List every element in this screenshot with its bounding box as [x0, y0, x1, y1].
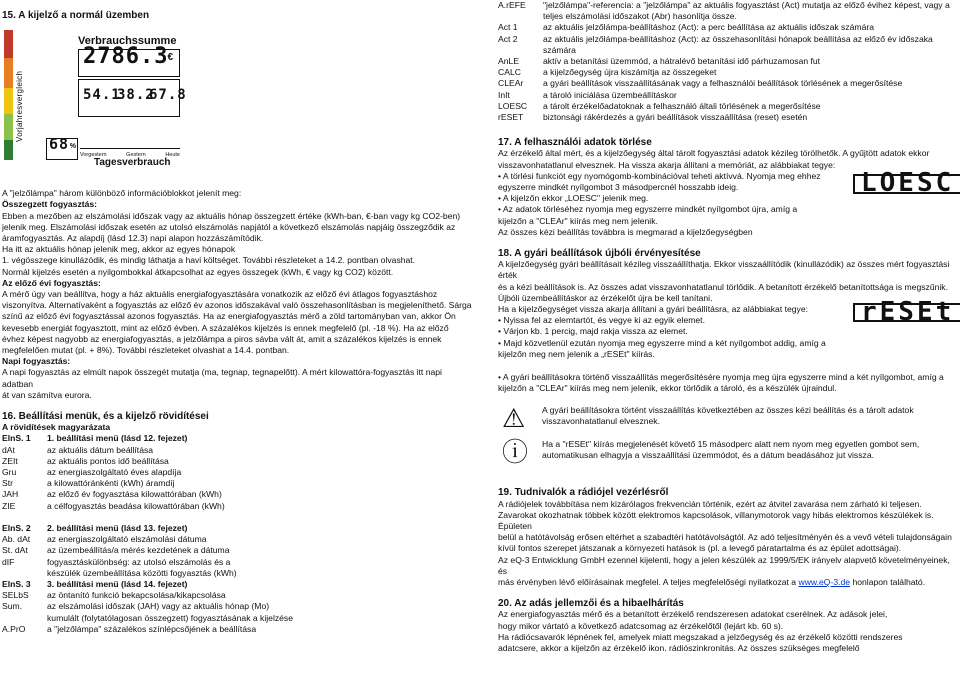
s17-line: • A kijelzőn ekkor „LOESC" jelenik meg.: [498, 193, 649, 204]
els2-value: 2. beállítási menü (lásd 13. fejezet): [47, 522, 188, 533]
abbr-key: SELbS: [2, 590, 29, 601]
abbr-value: a "jelzőlámpa" százalékos színlépcsőjének a beállítása: [47, 623, 257, 634]
abbr-row: [498, 34, 958, 56]
abbr-value: az aktuális jelzőlámpa-beállításhoz (Act): az összehasonlítási hónapok beállítása az előző év időszaka számára: [543, 33, 933, 55]
abbr-value: az előző év fogyasztása kilowattórában (kWh): [47, 489, 222, 500]
abbr-key: Ab. dAt: [2, 534, 31, 545]
abbr-value: a kilowattóránkénti (kWh) áramdíj: [47, 478, 175, 489]
s18-line: • Nyissa fel az elemtartót, és vegye ki az egyik elemet.: [498, 315, 705, 326]
day-label-1: Gestern: [126, 152, 146, 159]
s17-line: egyszerre mindkét nyílgombot 3 másodpercnél hosszabb ideig.: [498, 182, 739, 193]
right-column: [498, 0, 958, 654]
s20-line: hogy mikor vártató a következő adatcsomag az érzékelőtől (lejárt kb. 60 s).: [498, 620, 784, 631]
orange-bar: [4, 58, 13, 88]
cons-line: áramfogyasztás. Az alapdíj (lásd 12.3) napi alapon hozzászámítódik.: [2, 233, 264, 244]
abbr-key: AnLE: [498, 56, 520, 67]
s18-after: kijelzőn a "CLEAr" kiírás meg nem jelenik, ekkor törlődik a tároló, és a készülék újraindul.: [498, 383, 837, 394]
els3-row: [2, 579, 472, 590]
daily-box: [78, 79, 187, 117]
vorjahresvergleich-label: Vorjahresvergleich: [15, 70, 24, 142]
abbr-row: [498, 56, 958, 67]
green-bar: [4, 140, 13, 160]
eq3-link[interactable]: www.eQ-3.de: [798, 576, 851, 587]
abbr-key: A.rEFE: [498, 0, 526, 10]
abbr-value: kumulált (folytatólagosan összegzett) fogyasztásának a kijelzése: [47, 612, 294, 623]
day-label-2: Heute: [165, 152, 180, 159]
cons-line: Ha itt az aktuális hónap jelenik meg, akkor az egyes hónapok: [2, 244, 236, 255]
s19-line: Zavarokat okozhatnak többek között elektromos kapcsolások, villanymotorok vagy hibás elektromos készülékek is. Épületen: [498, 509, 934, 531]
percent-box: [46, 135, 78, 160]
abbr-key: ZEIt: [2, 455, 18, 466]
abbr-value: biztonsági rákérdezés a gyári beállítások visszaállítása (reset) esetén: [543, 112, 808, 123]
abbr-key: InIt: [498, 89, 510, 100]
s17-line: visszavonhatatlanul elvesznek. Ha vissza akarja állítani a memóriát, az alábbiakat tegye:: [498, 159, 836, 170]
abbr-value: az aktuális jelzőlámpa-beállításhoz (Act): a perc beállítása az aktuális időszak számára: [543, 22, 875, 33]
warning-1: [498, 402, 958, 433]
abbr-value: az aktuális dátum beállítása: [47, 444, 154, 455]
abbr-row: [498, 112, 958, 123]
abbr-row: [2, 467, 472, 478]
prev-line: A mérő úgy van beállítva, hogy a ház aktuális energiafogyasztására vonatkozik az előző évi átlagos fogyasztáshoz: [2, 289, 438, 300]
cons-line: Normál kijelzés esetén a nyilgombokkal átkapcsolhat az egyes összegek (kWh, € vagy kg CO2) között.: [2, 266, 394, 277]
percent-sign: %: [69, 143, 76, 151]
light-green-bar: [4, 114, 13, 140]
yellow-bar: [4, 88, 13, 114]
s20-line: Ha rádiócsavarók lépnének fel, amelyek miatt megszakad a jelzőegység és az érzékelő közötti rendszeres: [498, 631, 903, 642]
prev-line: kevesebb energiát fogyasztott, mint az előző évben. A százalékos kijelzés is ennek megfelelő (pl. -18 %). Ha az előző: [2, 322, 449, 333]
intro-text: A "jelzőlámpa" három különböző információblokkot jelenít meg:: [2, 188, 242, 199]
els3-key: ElnS. 3: [2, 578, 31, 589]
abbr-value: az energiaszolgáltató éves alapdíja: [47, 467, 182, 478]
abbr-value: a kijelzőegység újra kiszámítja az összegeket: [543, 67, 717, 78]
abbr-key: dAt: [2, 444, 15, 455]
warn1-line: visszavonhatatlanul elvesznek.: [542, 415, 660, 426]
section-20-title: 20. Az adás jellemzői és a hibaelhárítás: [498, 598, 684, 610]
els2-key: ElnS. 2: [2, 522, 31, 533]
daily-line: át van számítva eurora.: [2, 389, 92, 400]
abbr-key: [2, 613, 47, 624]
abbr-value: az elszámolási időszak (JAH) vagy az aktuális hónap (Mo): [47, 601, 270, 612]
abbr-row: [2, 613, 472, 624]
abbr-row: [498, 101, 958, 112]
abbr-key: CALC: [498, 67, 521, 78]
s18-line: Ha a kijelzőegységet vissza akarja állítani a gyári beállításra, az alábbiakat tegye:: [498, 304, 809, 315]
cons-line: jelenik meg. Elszámolási időszak esetén az utolsó elszámolás napjától a következő elszámolás napjáig összegződik az: [2, 221, 456, 232]
val-0: 54.1: [83, 87, 121, 104]
section-19-title: 19. Tudnivalók a rádiójel vezérlésről: [498, 487, 669, 499]
abbr-value: teljes elszámolási időszakot (Abr) hasonlítja össze.: [543, 11, 737, 22]
abbr-row: [2, 601, 472, 612]
abbr-row: [2, 445, 472, 456]
prev-line: viszonyítva. Alternatívaként a fogyasztás az előző év azonos időszakával való összehasonlításban is megjeleníthető. Sárga: [2, 300, 472, 311]
abbr-value: a célfogyasztás beadása kilowattórában (kWh): [47, 500, 225, 511]
s19-line-last: [498, 577, 958, 588]
s19-line: belül a hatótávolság erősen eltérhet a szabadtéri hatótávolságtól. Az adó teljesítményén és a vevő vételi tulajdonságain: [498, 532, 952, 543]
prev-title: Az előző évi fogyasztás:: [2, 277, 101, 288]
cons-line: Ebben a mezőben az elszámolási időszak vagy az aktuális hónap összegzett értéke (kWh-ban, €-ban vagy kg CO2-ben): [2, 210, 461, 221]
prev-line: évhez képest nagyobb az energiafogyasztás, a jelzőlámpa a piros sávba vált át, amit a százalékos kijelzés is ennek: [2, 333, 442, 344]
section-16-title: 16. Beállítási menük, és a kijelző rövidítései: [2, 411, 209, 423]
abbr-value: az üzembeállítás/a mérés kezdetének a dátuma: [47, 545, 230, 556]
abbr-key: A.PrO: [2, 623, 26, 634]
abbr-row: [2, 557, 472, 568]
abbr-row: [2, 489, 472, 500]
abbr-row: [498, 11, 958, 22]
abbr-key: Sum.: [2, 601, 23, 612]
els1-key: ElnS. 1: [2, 433, 31, 444]
val-2: 67.8: [149, 87, 187, 104]
abbr-key: St. dAt: [2, 545, 28, 556]
section-17-body: [498, 148, 958, 238]
abbr-key: Act 1: [498, 22, 518, 33]
abbr-row: [2, 501, 472, 512]
red-bar: [4, 30, 13, 58]
warn1-line: A gyári beállításokra történt visszaállítás következtében az összes kézi beállítás és a tárolt adatok: [542, 404, 914, 415]
abbr-key: Act 2: [498, 33, 518, 44]
abbr-row: [2, 590, 472, 601]
abbr-row: [2, 478, 472, 489]
verbrauchssumme-label: Verbrauchssumme: [78, 35, 177, 48]
section-18-body: [498, 259, 958, 394]
abbr-row: [498, 67, 958, 78]
warning-icon: ⚠: [502, 402, 526, 433]
abbr-key: ZIE: [2, 500, 16, 511]
daily-line: A napi fogyasztás az elmúlt napok összegét mutatja (ma, tegnap, tegnapelőtt). A mért kilowattóra-fogyasztás itt napi adatban: [2, 367, 442, 389]
abbr-value: a gyári beállítások visszaállításának vagy a felhasználói beállítások törlésének a megerősítése: [543, 78, 903, 89]
abbr-value: az öntanító funkció bekapcsolása/kikapcsolása: [47, 590, 226, 601]
val-1: 38.2: [117, 87, 155, 104]
warning-2: [498, 436, 958, 467]
abbr-value: a tárolt érzékelőadatoknak a felhasználó általi törlésének a megerősítése: [543, 100, 821, 111]
s18-line: kijelzőn meg nem jelenik a „rESEt" kiírás.: [498, 348, 655, 359]
abbr-value: fogyasztáskülönbség: az utolsó elszámolás és a: [47, 556, 231, 567]
abbr-row: [2, 568, 472, 579]
cons-line: 1. végösszege kinullázódik, és mindig láthatja a havi költséget. További részleteket a 14.2. pontban olvashat.: [2, 255, 416, 266]
s17-line: • A törlési funkciót egy nyomógomb-kombinációval teheti aktívvá. Nyomja meg ehhez: [498, 170, 821, 181]
els2-row: [2, 523, 472, 534]
abbr-value: "jelzőlámpa"-referencia: a "jelzőlámpa" az aktuális fogyasztást (Act) mutatja az előző évihez képest, vagy a: [543, 0, 950, 10]
els3-value: 3. beállítási menü (lásd 14. fejezet): [47, 578, 188, 589]
abbr-row: [498, 0, 958, 11]
s19-line: kívül fontos szerepet játszanak a környezeti hatások is (pl. a levegő páratartalma és az épület adottságai).: [498, 543, 902, 554]
abbr-value: készülék üzembeállítása közötti fogyasztás (kWh): [47, 567, 237, 578]
s18-line: • Majd közvetlenül ezután nyomja meg egyszerre mind a két nyílgombot addig, amíg a: [498, 337, 826, 348]
abbr-row: [2, 534, 472, 545]
abbr-row: [498, 90, 958, 101]
reset-lcd: rESEt: [853, 303, 960, 322]
abbr-row: [498, 22, 958, 33]
abbr-row: [498, 78, 958, 89]
s19-line: A rádiójelek továbbítása nem kizárólagos frekvencián történik, ezért az átvitel zavarása nem zárható ki teljesen.: [498, 498, 922, 509]
s17-line: Az érzékelő által mért, és a kijelzőegység által tárolt fogyasztási adatok kézileg törölhetők. A gyűjtött adatok ekkor: [498, 148, 930, 159]
els1-row: [2, 433, 472, 444]
s17-line: Az összes kézi beállítás továbbra is megmarad a kijelzőegységben: [498, 226, 753, 237]
display-figure: [2, 24, 187, 169]
s18-line: • Várjon kb. 1 percig, majd rakja vissza az elemet.: [498, 326, 688, 337]
abbr-title: A rövidítések magyarázata: [2, 422, 111, 433]
section-17-title: 17. A felhasználói adatok törlése: [498, 137, 652, 149]
abbr-value: aktív a betanítási üzemmód, a hátralévő betanítási idő párhuzamosan fut: [543, 56, 821, 67]
s19-link-after: honlapon található.: [852, 576, 926, 587]
warn2-line: Ha a "rESEt" kiírás megjelenését követő 15 másodperc alatt nem nyom meg egyetlen gombot sem,: [542, 438, 920, 449]
percent-value: 68: [49, 135, 70, 154]
total-unit: €: [167, 52, 173, 64]
left-column: [2, 0, 472, 635]
section-15-title: 15. A kijelző a normál üzemben: [2, 10, 150, 21]
s18-line: és a kézi beállítások is. Az összes adat visszavonhatatlanul törlődik. A betanított érzékelő betanítottsága is megszűnik.: [498, 281, 948, 292]
abbr-key: [498, 11, 543, 22]
els1-value: 1. beállítási menü (lásd 12. fejezet): [47, 433, 188, 444]
s18-line: A kijelzőegység gyári beállításait kézileg visszaállíthatja. Ekkor visszaállítódik (kinullázódik) az összes mért fogyasztási érték: [498, 259, 950, 281]
s19-text: más érvényben lévő előírásainak megfelel. A teljes megfelelőségi nyilatkozat a: [498, 576, 797, 587]
section-18-title: 18. A gyári beállítások újbóli érvényesítése: [498, 248, 701, 260]
loesc-lcd: LOESC: [853, 174, 960, 193]
info-icon: ⓘ: [502, 436, 529, 467]
abbr-value: az energiaszolgáltató elszámolási dátuma: [47, 534, 207, 545]
abbr-row: [2, 456, 472, 467]
abbr-key: rESET: [498, 112, 524, 123]
consumption-title: Összegzett fogyasztás:: [2, 199, 98, 210]
s20-line: adatcsere, akkor a kijelzőn az érzékelő ikon. rádiószinkronitás. Az összes szükséges megfelelő: [498, 642, 860, 653]
abbr-value: az aktuális pontos idő beállítása: [47, 455, 169, 466]
abbr-row: [2, 545, 472, 556]
tagesverbrauch-label: Tagesverbrauch: [94, 157, 171, 169]
abbr-key: CLEAr: [498, 78, 524, 89]
s17-line: kijelzőn a "CLEAr" kiírás meg nem jelenik.: [498, 215, 658, 226]
s20-line: Az energiafogyasztás mérő és a betanított érzékelő rendszeresen adatokat cserélnek. Az adások jelei,: [498, 609, 888, 620]
total-value: 2786.3: [83, 44, 169, 70]
day-label-0: Vorgestern: [80, 152, 107, 159]
s19-line: Az eQ-3 Entwicklung GmbH ezennel kijelenti, hogy a jelen készülék az 1999/5/EK irányelv alapvető követelményeinek, és: [498, 554, 950, 576]
daily-title: Napi fogyasztás:: [2, 356, 71, 367]
abbr-key: LOESC: [498, 100, 528, 111]
s18-after: • A gyári beállításokra történő visszaállítás megerősítésére nyomja meg újra egyszerre mind a két nyílgombot, amíg a: [498, 372, 944, 383]
prev-line: megfelelően mutat (pl. + 8%). További részleteket olvashat a 14.4. pontban.: [2, 345, 290, 356]
abbr-row: [2, 624, 472, 635]
abbr-key: Gru: [2, 467, 17, 478]
abbr-key: [2, 568, 47, 579]
warn2-line: automatikusan elhagyja a visszaállítási üzemmódot, és a dátum beadásához jut vissza.: [542, 450, 874, 461]
abbr-key: dIF: [2, 556, 15, 567]
prev-line: színű az előző évi fogyasztással azonos fogyasztás. Ha az energiafogyasztás mérő a zöld tartományban van, akkor Ön: [2, 311, 456, 322]
abbr-value: a tároló iniciálása üzembeállításkor: [543, 89, 677, 100]
s18-line: Újbóli üzembeállításkor az érzékelőt újra be kell tanítani.: [498, 292, 713, 303]
total-box: [78, 44, 180, 77]
abbr-key: JAH: [2, 489, 19, 500]
s17-line: • Az adatok törléséhez nyomja meg egyszerre mindkét nyílgombot újra, amíg a: [498, 204, 798, 215]
abbr-key: Str: [2, 478, 13, 489]
